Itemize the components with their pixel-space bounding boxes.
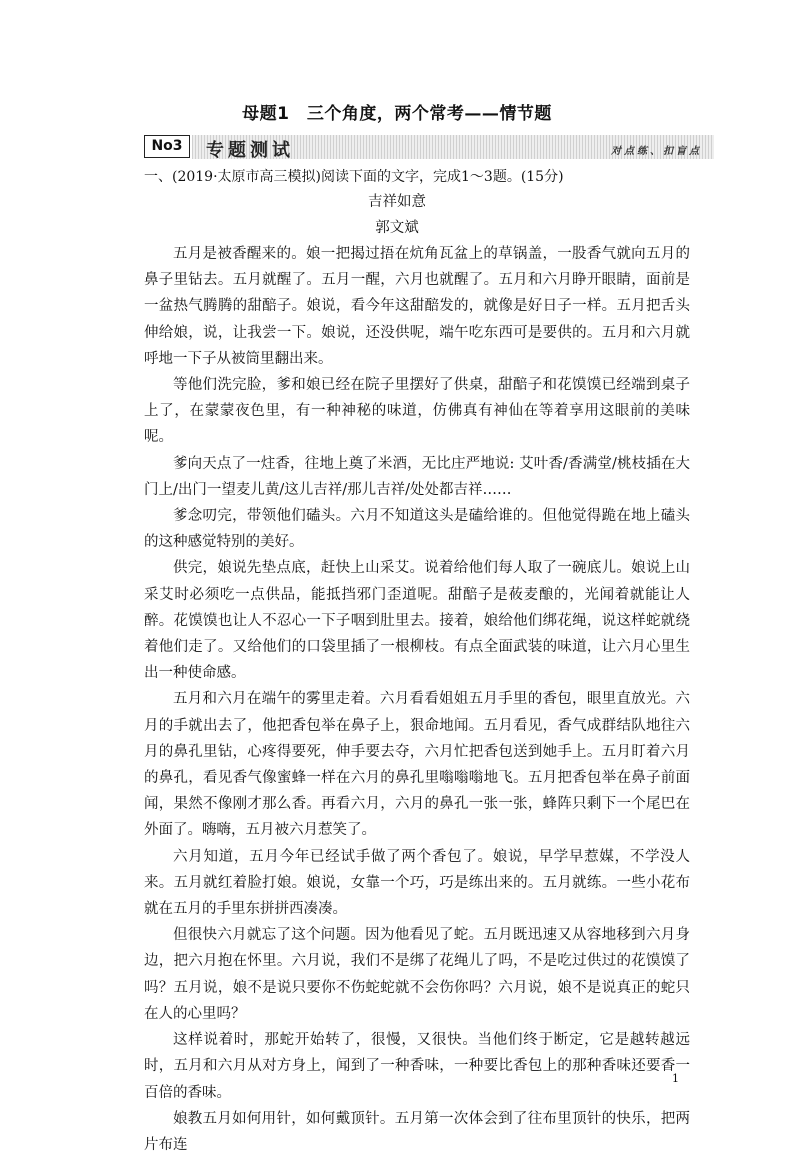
paragraph: 娘教五月如何用针，如何戴顶针。五月第一次体会到了往布里顶针的快乐，把两片布连 xyxy=(144,1110,690,1153)
paragraph: 爹向天点了一炷香，往地上奠了米酒，无比庄严地说: 艾叶香/香满堂/桃枝插在大门上/出门一望麦儿黄/这儿吉祥/那儿吉祥/处处都吉祥…… xyxy=(144,455,690,498)
question-heading: 一、(2019·太原市高三模拟)阅读下面的文字，完成1～3题。(15分) xyxy=(144,169,564,185)
paragraph: 爹念叨完，带领他们磕头。六月不知道这头是磕给谁的。但他觉得跪在地上磕头的这种感觉特别的美好。 xyxy=(144,508,690,551)
paragraph: 五月是被香醒来的。娘一把揭过捂在炕角瓦盆上的草锅盖，一股香气就向五月的鼻子里钻去。五月就醒了。五月一醒，六月也就醒了。五月和六月睁开眼睛，面前是一盆热气腾腾的甜醅子。娘说，看今年这甜醅发的，就像是好日子一样。五月把舌头伸给娘，说，让我尝一下。娘说，还没供呢，端午吃东西可是要供的。五月和六月就呼地一下子从被筒里翻出来。 xyxy=(144,246,690,367)
section-banner xyxy=(144,134,714,160)
passage-body xyxy=(144,241,690,1158)
page-title: 母题1 三个角度，两个常考——情节题 xyxy=(242,104,552,124)
paragraph: 六月知道，五月今年已经试手做了两个香包了。娘说，早学早惹媒，不学没人来。五月就红着脸打娘。娘说，女靠一个巧，巧是练出来的。五月就练。一些小花布就在五月的手里东拼拼西凑凑。 xyxy=(144,848,690,918)
paragraph: 五月和六月在端午的雾里走着。六月看看姐姐五月手里的香包，眼里直放光。六月的手就出去了，他把香包举在鼻子上，狠命地闻。五月看见，香气成群结队地往六月的鼻孔里钻，心疼得要死，伸手要去夺，六月忙把香包送到她手上。五月盯着六月的鼻孔，看见香气像蜜蜂一样在六月的鼻孔里嗡嗡嗡地飞。五月把香包举在鼻子前面闻，果然不像刚才那么香。再看六月，六月的鼻孔一张一张，蜂阵只剩下一个尾巴在外面了。嗨嗨，五月被六月惹笑了。 xyxy=(144,691,690,839)
banner-number: No3 xyxy=(144,135,190,158)
paragraph: 但很快六月就忘了这个问题。因为他看见了蛇。五月既迅速又从容地移到六月身边，把六月抱在怀里。六月说，我们不是绑了花绳儿了吗，不是吃过供过的花馍馍了吗？五月说，娘不是说只要你不伤蛇蛇就不会伤你吗？六月说，娘不是说真正的蛇只在人的心里吗？ xyxy=(144,927,690,1022)
banner-right-label: 对点练、扣盲点 xyxy=(611,146,702,157)
paragraph: 等他们洗完脸，爹和娘已经在院子里摆好了供桌，甜醅子和花馍馍已经端到桌子上了，在蒙蒙夜色里，有一种神秘的味道，仿佛真有神仙在等着享用这眼前的美味呢。 xyxy=(144,377,690,446)
banner-label: 专题测试 xyxy=(206,140,294,161)
page-number: 1 xyxy=(672,1072,679,1085)
passage-title: 吉祥如意 xyxy=(368,194,426,210)
passage-author: 郭文斌 xyxy=(375,220,419,236)
paragraph: 这样说着时，那蛇开始转了，很慢，又很快。当他们终于断定，它是越转越远时，五月和六月从对方身上，闻到了一种香味，一种要比香包上的那种香味还要香一百倍的香味。 xyxy=(144,1032,690,1101)
paragraph: 供完，娘说先垫点底，赶快上山采艾。说着给他们每人取了一碗底儿。娘说上山采艾时必须吃一点供品，能抵挡邪门歪道呢。甜醅子是莜麦酿的，光闻着就能让人醉。花馍馍也让人不忍心一下子咽到肚里去。接着，娘给他们绑花绳，说这样蛇就绕着他们走了。又给他们的口袋里插了一根柳枝。有点全面武装的味道，让六月心里生出一种使命感。 xyxy=(144,560,690,682)
